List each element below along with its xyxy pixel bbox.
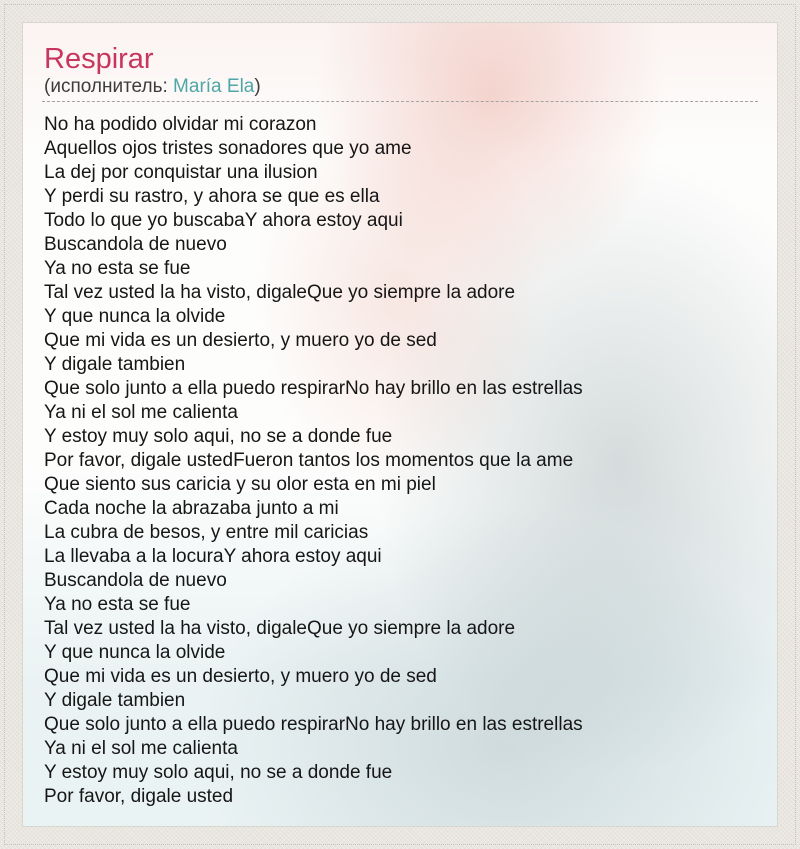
header-separator: [42, 101, 758, 102]
lyric-line: Tal vez usted la ha visto, digaleQue yo siempre la adore: [44, 618, 516, 639]
lyric-line: Ya ni el sol me calienta: [44, 738, 238, 759]
lyric-line: Buscandola de nuevo: [44, 234, 227, 255]
lyric-line: Y que nunca la olvide: [44, 642, 226, 663]
lyric-line: Ya ni el sol me calienta: [44, 402, 238, 423]
lyric-line: Que mi vida es un desierto, y muero yo de sed: [44, 666, 437, 687]
lyric-line: Cada noche la abrazaba junto a mi: [44, 498, 339, 519]
lyric-line: La cubra de besos, y entre mil caricias: [44, 522, 369, 543]
lyric-line: Por favor, digale ustedFueron tantos los momentos que la ame: [44, 450, 574, 471]
lyrics-block: [44, 113, 758, 809]
lyric-line: Aquellos ojos tristes sonadores que yo ame: [44, 138, 412, 159]
lyric-line: Y digale tambien: [44, 690, 186, 711]
lyric-line: Por favor, digale usted: [44, 786, 234, 807]
lyric-line: Tal vez usted la ha visto, digaleQue yo siempre la adore: [44, 282, 516, 303]
lyric-line: Y digale tambien: [44, 354, 186, 375]
lyric-line: Que solo junto a ella puedo respirarNo hay brillo en las estrellas: [44, 378, 583, 399]
lyric-line: Todo lo que yo buscabaY ahora estoy aqui: [44, 210, 403, 231]
lyric-line: Que siento sus caricia y su olor esta en mi piel: [44, 474, 436, 495]
lyric-line: Y estoy muy solo aqui, no se a donde fue: [44, 762, 393, 783]
artist-link[interactable]: María Ela: [173, 76, 255, 97]
lyric-line: Y estoy muy solo aqui, no se a donde fue: [44, 426, 393, 447]
subtitle-prefix: (исполнитель:: [44, 76, 174, 97]
song-subtitle: [44, 76, 758, 98]
lyric-line: La llevaba a la locuraY ahora estoy aqui: [44, 546, 382, 567]
lyric-line: Ya no esta se fue: [44, 258, 191, 279]
subtitle-suffix: ): [254, 76, 261, 97]
lyric-line: Que solo junto a ella puedo respirarNo hay brillo en las estrellas: [44, 714, 583, 735]
song-title: Respirar: [44, 43, 154, 75]
lyric-line: No ha podido olvidar mi corazon: [44, 114, 317, 135]
lyric-line: Y que nunca la olvide: [44, 306, 226, 327]
lyric-line: La dej por conquistar una ilusion: [44, 162, 318, 183]
lyric-line: Y perdi su rastro, y ahora se que es ella: [44, 186, 380, 207]
lyric-line: Buscandola de nuevo: [44, 570, 227, 591]
lyric-line: Que mi vida es un desierto, y muero yo de sed: [44, 330, 437, 351]
lyric-line: Ya no esta se fue: [44, 594, 191, 615]
lyrics-card: [22, 22, 778, 827]
